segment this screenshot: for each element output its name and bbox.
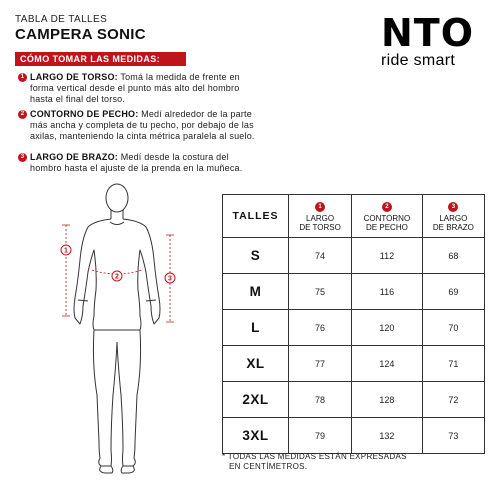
column-header-line: DE TORSO bbox=[299, 222, 341, 232]
column-header-torso bbox=[289, 195, 352, 238]
arm-cell: 69 bbox=[422, 274, 484, 310]
column-header-arm bbox=[422, 195, 484, 238]
chest-cell: 116 bbox=[352, 274, 423, 310]
step-number-badge: 2 bbox=[18, 110, 27, 119]
arm-cell: 71 bbox=[422, 346, 484, 382]
instruction-label: LARGO DE TORSO: bbox=[30, 72, 118, 82]
column-number-badge: 1 bbox=[315, 202, 325, 212]
arm-cell: 70 bbox=[422, 310, 484, 346]
logo-wordmark: NTO bbox=[381, 11, 475, 55]
size-table bbox=[222, 194, 485, 454]
table-row bbox=[223, 238, 485, 274]
size-cell: XL bbox=[223, 346, 289, 382]
chest-cell: 128 bbox=[352, 382, 423, 418]
svg-text:2: 2 bbox=[115, 273, 119, 281]
body-measurement-figure bbox=[42, 180, 192, 480]
chest-cell: 132 bbox=[352, 418, 423, 454]
chest-cell: 112 bbox=[352, 238, 423, 274]
torso-cell: 74 bbox=[289, 238, 352, 274]
table-row bbox=[223, 418, 485, 454]
instruction-text: Medí desde la costura del hombro hasta el ajuste de la prenda en la muñeca. bbox=[30, 152, 243, 173]
torso-cell: 79 bbox=[289, 418, 352, 454]
instruction-chest bbox=[18, 109, 263, 142]
table-row bbox=[223, 310, 485, 346]
instruction-label: LARGO DE BRAZO: bbox=[30, 152, 118, 162]
instruction-text: Medí alrededor de la parte más ancha y completa de tu pecho, por debajo de las axilas, manteniendo la cinta métrica paralela al suelo. bbox=[30, 109, 255, 141]
torso-cell: 78 bbox=[289, 382, 352, 418]
instruction-label: CONTORNO DE PECHO: bbox=[30, 109, 139, 119]
torso-cell: 76 bbox=[289, 310, 352, 346]
size-cell: S bbox=[223, 238, 289, 274]
chest-cell: 120 bbox=[352, 310, 423, 346]
column-header-line: DE PECHO bbox=[366, 222, 408, 232]
measurement-marker-torso bbox=[61, 245, 71, 255]
footnote-line: * TODAS LAS MEDIDAS ESTÁN EXPRESADAS bbox=[222, 452, 407, 461]
table-row bbox=[223, 346, 485, 382]
column-header-sizes: TALLES bbox=[223, 195, 289, 238]
chest-cell: 124 bbox=[352, 346, 423, 382]
measurement-marker-arm bbox=[165, 273, 175, 283]
table-header-row bbox=[223, 195, 485, 238]
column-header-line: CONTORNO bbox=[363, 213, 411, 223]
section-banner: CÓMO TOMAR LAS MEDIDAS: bbox=[15, 52, 186, 66]
column-number-badge: 2 bbox=[382, 202, 392, 212]
svg-text:3: 3 bbox=[168, 275, 172, 283]
step-number-badge: 3 bbox=[18, 153, 27, 162]
torso-cell: 77 bbox=[289, 346, 352, 382]
size-cell: 3XL bbox=[223, 418, 289, 454]
column-header-line: LARGO bbox=[439, 213, 468, 223]
arm-cell: 72 bbox=[422, 382, 484, 418]
size-cell: 2XL bbox=[223, 382, 289, 418]
svg-text:1: 1 bbox=[64, 247, 68, 255]
table-row bbox=[223, 274, 485, 310]
column-header-line: LARGO bbox=[306, 213, 335, 223]
table-row bbox=[223, 382, 485, 418]
measurement-marker-chest bbox=[112, 271, 122, 281]
column-header-line: DE BRAZO bbox=[432, 222, 474, 232]
kicker-text: TABLA DE TALLES bbox=[15, 14, 108, 25]
column-header-chest bbox=[352, 195, 423, 238]
torso-cell: 75 bbox=[289, 274, 352, 310]
column-number-badge: 3 bbox=[448, 202, 458, 212]
arm-cell: 73 bbox=[422, 418, 484, 454]
size-cell: L bbox=[223, 310, 289, 346]
instruction-arm bbox=[18, 152, 263, 174]
instruction-torso bbox=[18, 72, 263, 105]
footnote bbox=[222, 452, 482, 472]
logo-tagline: ride smart bbox=[381, 52, 456, 69]
brand-logo bbox=[381, 11, 491, 74]
instruction-text: Tomá la medida de frente en forma vertical desde el punto más alto del hombro hasta el final del torso. bbox=[30, 72, 240, 104]
footnote-line: EN CENTÍMETROS. bbox=[229, 462, 308, 471]
arm-cell: 68 bbox=[422, 238, 484, 274]
page-title: CAMPERA SONIC bbox=[15, 26, 146, 43]
step-number-badge: 1 bbox=[18, 73, 27, 82]
size-cell: M bbox=[223, 274, 289, 310]
